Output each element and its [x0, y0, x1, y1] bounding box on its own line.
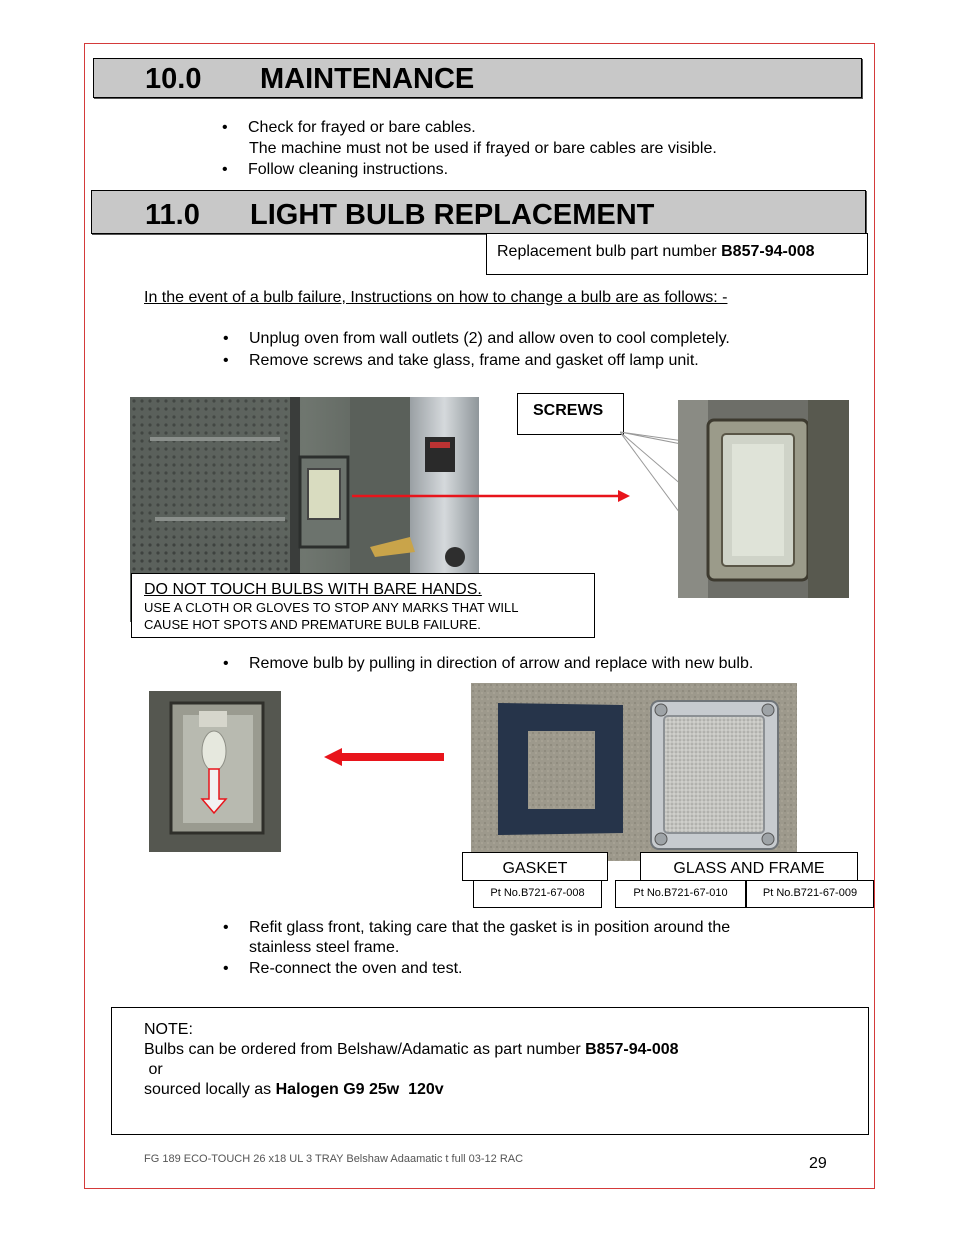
gasket-frame-photo — [471, 683, 797, 861]
part-number-glass — [615, 880, 746, 908]
note-part-number: B857-94-008 — [585, 1041, 679, 1058]
step-refit-glass — [223, 917, 731, 938]
replacement-part-box — [486, 233, 868, 275]
part-number-text: Pt No.B721-67-009 — [762, 887, 858, 899]
bulb-failure-intro: In the event of a bulb failure, Instructions on how to change a bulb are as follows: - — [144, 289, 728, 306]
section-11-header — [91, 190, 866, 234]
step-remove-screws — [223, 350, 699, 371]
warning-line-1: USE A CLOTH OR GLOVES TO STOP ANY MARKS THAT WILL — [144, 600, 519, 615]
glass-frame-label: GLASS AND FRAME — [673, 860, 825, 877]
note-bulb-spec: Halogen G9 25w 120v — [275, 1081, 444, 1098]
bullet-text: Remove bulb by pulling in direction of arrow and replace with new bulb. — [249, 655, 754, 672]
replacement-part-label: Replacement bulb part number — [497, 243, 722, 260]
step-refit-continuation: stainless steel frame. — [249, 939, 400, 956]
gasket-label-box — [462, 852, 608, 881]
part-number-text: Pt No.B721-67-010 — [633, 887, 728, 899]
step-remove-bulb — [223, 653, 754, 674]
screws-label-box — [517, 393, 624, 435]
part-number-frame — [746, 880, 874, 908]
footer-doc-ref: FG 189 ECO-TOUCH 26 x18 UL 3 TRAY Belshaw Adaamatic t full 03-12 RAC — [144, 1153, 524, 1165]
bullet-glyph: • — [223, 655, 229, 672]
warning-box — [131, 573, 595, 638]
bullet-text: Check for frayed or bare cables. — [248, 119, 476, 136]
part-number-gasket — [473, 880, 602, 908]
note-line-1-text: Bulbs can be ordered from Belshaw/Adamatic as part number — [144, 1041, 586, 1058]
section-11-number: 11.0 — [145, 199, 200, 231]
maintenance-continuation: The machine must not be used if frayed or bare cables are visible. — [249, 140, 717, 157]
note-line-2: or — [144, 1061, 163, 1078]
bullet-text: Re-connect the oven and test. — [249, 960, 463, 977]
bullet-glyph: • — [223, 330, 229, 347]
step-unplug — [223, 328, 730, 349]
section-10-header — [93, 58, 862, 98]
step-reconnect — [223, 958, 463, 979]
bullet-text: Follow cleaning instructions. — [248, 161, 449, 178]
warning-line-2: CAUSE HOT SPOTS AND PREMATURE BULB FAILURE. — [144, 617, 481, 632]
bullet-glyph: • — [222, 119, 228, 136]
note-line-1 — [144, 1040, 868, 1060]
note-box — [111, 1007, 869, 1135]
bullet-text: Refit glass front, taking care that the gasket is in position around the — [249, 919, 731, 936]
arrow-left-icon — [322, 747, 446, 767]
bullet-text: Unplug oven from wall outlets (2) and allow oven to cool completely. — [249, 330, 730, 347]
screws-label: SCREWS — [533, 402, 604, 419]
section-10-title: MAINTENANCE — [260, 63, 475, 95]
lamp-unit-image — [678, 400, 849, 598]
bullet-glyph: • — [223, 919, 229, 936]
note-heading: NOTE: — [144, 1021, 193, 1038]
page-number: 29 — [809, 1155, 827, 1172]
warning-title: DO NOT TOUCH BULBS WITH BARE HANDS. — [144, 581, 482, 598]
bullet-text: Remove screws and take glass, frame and gasket off lamp unit. — [249, 352, 699, 369]
bullet-glyph: • — [222, 161, 228, 178]
arrow-right-icon — [352, 487, 632, 505]
lamp-unit-photo — [678, 400, 849, 598]
replacement-part-number: B857-94-008 — [721, 243, 815, 260]
gasket-frame-image — [471, 683, 797, 861]
maintenance-bullet-2 — [222, 159, 449, 180]
glass-frame-label-box — [640, 852, 858, 881]
note-line-3-text: sourced locally as — [144, 1081, 276, 1098]
part-number-text: Pt No.B721-67-008 — [490, 887, 585, 899]
bulb-photo — [149, 691, 281, 852]
section-10-number: 10.0 — [145, 63, 202, 95]
bullet-glyph: • — [223, 352, 229, 369]
gasket-label: GASKET — [502, 860, 568, 877]
bulb-image — [149, 691, 281, 852]
section-11-title: LIGHT BULB REPLACEMENT — [250, 199, 655, 231]
note-line-3 — [144, 1080, 868, 1100]
maintenance-bullet-1 — [222, 117, 476, 138]
bullet-glyph: • — [223, 960, 229, 977]
